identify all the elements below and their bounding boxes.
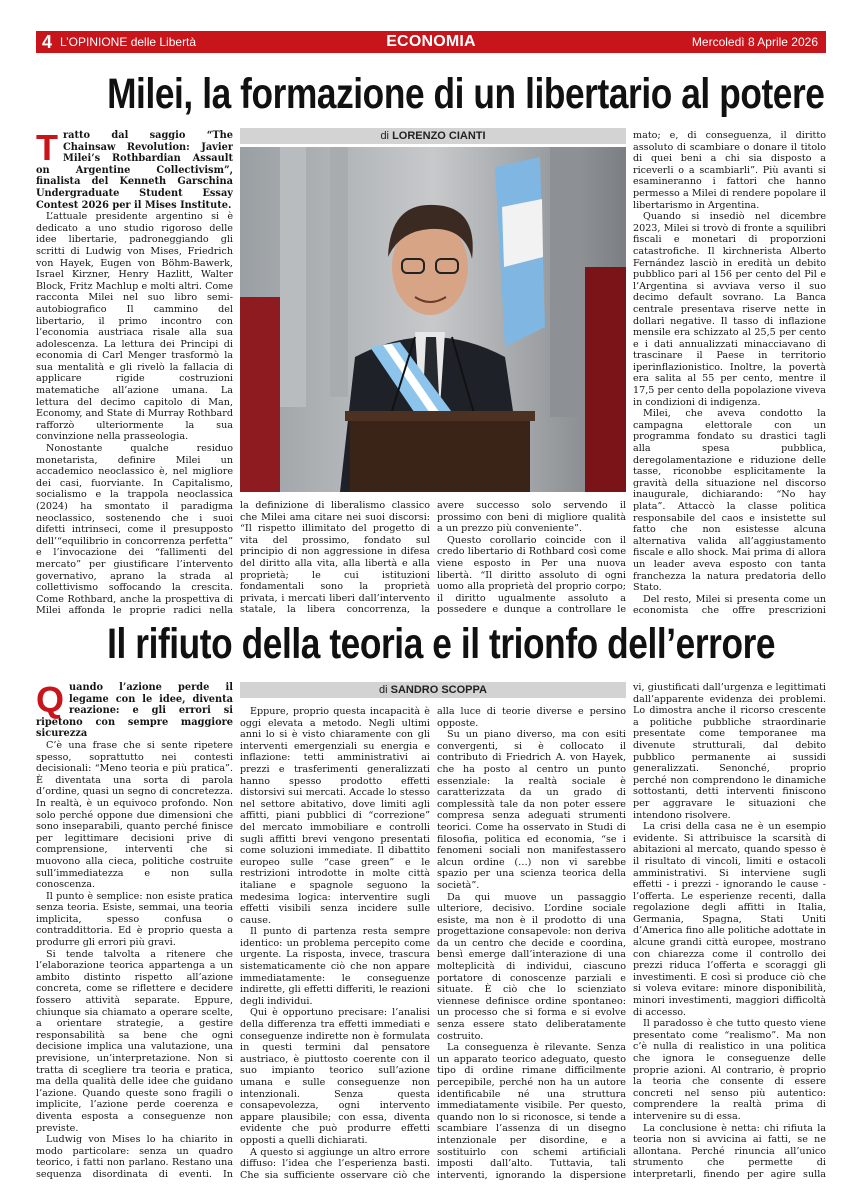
article2-column-3 [437,706,626,1182]
article2-paragraph: Qui è opportuno precisare: l’analisi della differenza tra effetti immediati e conseguenze indirette non è formulata in questi termini dal pensatore austriaco, è piuttosto coerente con il suo impianto teorico sull’azione umana e sulle conseguenze non intenzionali. Senza questa consapevolezza, ogni intervento appare plausibile; con essa, diventa evidente che può produrre effetti opposti a quelli dichiarati. [240,1007,430,1146]
article2-paragraph: La crisi della casa ne è un esempio evidente. Si attribuisce la scarsità di abitazioni al mercato, quando spesso è il risultato di vincoli, limiti e ostacoli amministrativi. Si interviene sugli effetti - i prezzi - ignorando le cause - l’offerta. Le esperienze recenti, dalla regolazione degli affitti in Italia, Germania, Spagna, Stati Uniti d’America fino alle politiche adottate in alcune grandi città europee, mostrano con chiarezza come il controllo dei prezzi riduca l’offerta e scoraggi gli investimenti. E così si produce ciò che si voleva evitare: minore disponibilità, minori investimenti, maggiori difficoltà di accesso. [633,821,826,1018]
article1-paragraph: Milei, che aveva condotto la campagna elettorale con un programma fondato su drastici tagli alla spesa pubblica, deregolamentazione e riduzione delle tasse, riconobbe esplicitamente la gravità della situazione nel discorso inaugurale, dichiarando: “No hay plata”. Attaccò la classe politica responsabile del caos e insistette sul fatto che non esistesse alcuna alternativa valida all’aggiustamento fiscale e allo shock. Mai prima di allora un leader aveva esposto con tanta franchezza la natura predatoria dello Stato. [633,408,826,594]
article2-column-1 [36,682,233,1182]
article2-lede-paragraph [36,682,233,740]
article2-paragraph: Ludwig von Mises lo ha chiarito in modo particolare: senza un quadro teorico, i fatti non parlano. Restano una sequenza disordinata di eventi. In [36,1134,233,1180]
article1-column-3 [437,500,626,616]
article2-paragraph: Si tende talvolta a ritenere che l’elaborazione teorica appartenga a un ambito distinto rispetto all’azione concreta, come se riflettere e decidere fossero attività separate. Eppure, chiunque sia chiamato a operare scelte, a orientare strategie, a gestire responsabilità sa bene che ogni decisione implica una valutazione, una previsione, un’interpretazione. Non si tratta di scegliere tra teoria e pratica, ma della qualità delle idee che guidano l’azione. Quando queste sono fragili o implicite, l’azione perde coerenza e diventa esposta a conseguenze non previste. [36,948,233,1134]
article2-paragraph: Il punto di partenza resta sempre identico: un problema percepito come urgente. La risposta, invece, trascura sistematicamente ciò che non appare immediatamente: le conseguenze indirette, gli effetti differiti, le reazioni degli individui. [240,926,430,1007]
article1-column-1 [36,130,233,616]
article1-column-2 [240,500,430,616]
page-header-bar [36,31,826,53]
article1-paragraph: L’attuale presidente argentino si è dedicato a uno studio rigoroso delle idee libertarie, padroneggiando gli scritti di Ludwig von Mises, Friedrich von Hayek, Eugen von Böhm-Bawerk, Israel Kirzner, Henry Hazlitt, Walter Block, Fritz Machlup e molti altri. Come racconta Milei nel suo libro semi-autobiografico Il cammino del libertario, il primo incontro con l’economia austriaca risale alla sua adolescenza. La lettura dei Principi di economia di Carl Menger trasformò la sua mentalità e gli rivelò la fallacia di applicare rigide costruzioni matematiche all’azione umana. La lettura del decimo capitolo di Man, Economy, and State di Murray Rothbard rafforzò ulteriormente la sua convinzione nella prasseologia. [36,211,233,443]
article1-lede-paragraph [36,130,233,211]
article2-dropcap: Q [36,682,65,720]
article1-paragraph: la definizione di liberalismo classico che Milei ama citare nei suoi discorsi: “Il rispetto illimitato del progetto di vita del prossimo, fondato sul principio di non aggressione in difesa del diritto alla vita, alla libertà e alla proprietà; le cui istituzioni fondamentali sono la proprietà privata, i mercati liberi dall’intervento statale, la libera concorrenza, la [240,500,430,616]
article2-paragraph: Eppure, proprio questa incapacità è oggi elevata a metodo. Negli ultimi anni lo si è visto chiaramente con gli interventi emergenziali su energia e inflazione: tetti amministrativi ai prezzi e trasferimenti generalizzati hanno spesso prodotto effetti distorsivi sui mercati. Accade lo stesso nel settore abitativo, dove limiti agli affitti, piani pubblici di “correzione” del mercato immobiliare e controlli sugli affitti brevi vengono presentati come soluzioni immediate. Il dibattito europeo sulle “case green” e le restrizioni introdotte in molte città italiane e spagnole seguono la medesima logica: interventire sugli effetti visibili senza incidere sulle cause. [240,706,430,926]
article1-dropcap: T [36,130,58,168]
article2-paragraph: alla luce di teorie diverse e persino opposte. [437,706,626,729]
article1-headline: Milei, la formazione di un libertario al potere [107,70,825,118]
article2-paragraph: Da qui muove un passaggio ulteriore, decisivo. L’ordine sociale esiste, ma non è il prodotto di una progettazione consapevole: non deriva da un centro che decide e coordina, bensì emerge dall’interazione di una molteplicità di individui, ciascuno portatore di conoscenze parziali e situate. È ciò che lo scienziato viennese definisce ordine spontaneo: un processo che si forma e si evolve senza essere stato deliberatamente costruito. [437,891,626,1042]
article2-paragraph: Su un piano diverso, ma con esiti convergenti, si è collocato il contributo di Friedrich A. von Hayek, che ha posto al centro un punto essenziale: la realtà sociale è caratterizzata da un grado di complessità tale da non poter essere compresa senza adeguati strumenti teorici. Come ha osservato in Studi di filosofia, politica ed economia, “se i fenomeni sociali non manifestassero alcun ordine (…) non vi sarebbe spazio per una scienza teorica della società”. [437,729,626,891]
article1-paragraph: Nonostante qualche residuo monetarista, definire Milei un accademico neoclassico è, nel migliore dei casi, fuorviante. In Capitalismo, socialismo e la trappola neoclassica (2024) ha smontato il paradigma neoclassico, sostenendo che i suoi difetti intrinseci, come il presupposto dell’“equilibrio in concorrenza perfetta” e l’invocazione dei “fallimenti del mercato” per giustificare l’intervento governativo, aprano la strada al collettivismo soffocando la crescita. Come Rothbard, anche la prospettiva di Milei affonda le proprie radici nella [36,443,233,616]
article1-paragraph: Quando si insediò nel dicembre 2023, Milei si trovò di fronte a squilibri fiscali e monetari di proporzioni catastrofiche. Il kirchnerista Alberto Fernández lasciò in eredità un debito pubblico pari al 156 per cento del Pil e l’Argentina si avviava verso il suo decimo default sovrano. La Banca centrale presentava riserve nette in dollari negative. Il tasso di inflazione mensile era schizzato al 25,5 per cento e i dati annualizzati minacciavano di trascinare il Paese in territorio iperinflazionistico. Inoltre, la povertà era salita al 55 per cento, mentre il 17,5 per cento della popolazione viveva in condizioni di indigenza. [633,211,826,408]
article1-author: LORENZO CIANTI [392,130,486,142]
issue-date: Mercoledì 8 Aprile 2026 [691,35,818,49]
article1-byline [240,128,626,144]
article1-paragraph: avere successo solo servendo il prossimo con beni di migliore qualità a un prezzo più conveniente”. [437,500,626,535]
article2-column-2 [240,706,430,1182]
milei-photo-illustration [240,147,626,492]
article1-paragraph: mato; e, di conseguenza, il diritto assoluto di scambiare o donare il titolo di quei beni a chi sia disposto a riceverli o a scambiarli”. Più avanti si esamineranno i fattori che hanno permesso a Milei di rendere popolare il libertarismo in Argentina. [633,130,826,211]
article1-lede: ratto dal saggio “The Chainsaw Revolution: Javier Milei’s Rothbardian Assault on Argentine Collectivism”, finalista del Kenneth Garschina Undergraduate Student Essay Contest 2026 per il Mises Institute. [36,130,233,211]
article1-paragraph: Del resto, Milei si presenta come un economista che offre prescrizioni [633,593,826,616]
newspaper-name: L’OPINIONE delle Libertà [60,35,197,49]
article1-column-4 [633,130,826,616]
article2-paragraph: Il paradosso è che tutto questo viene presentato come “realismo”. Ma non c’è nulla di realistico in una politica che ignora le conseguenze delle proprie azioni. Al contrario, è proprio la teoria che consente di essere concreti nel senso più autentico: comprendere la realtà prima di intervenire su di essa. [633,1018,826,1122]
article2-paragraph: C’è una frase che si sente ripetere spesso, soprattutto nei contesti decisionali: “Meno teoria e più pratica”. È diventata una sorta di parola d’ordine, quasi un segno di concretezza. In realtà, è un equivoco profondo. Non solo perché oppone due dimensioni che sono inseparabili, quanto perché finisce per legittimare decisioni prive di comprensione, interventi che si muovono alla cieca, politiche costruite sull’immediatezza e non sulla conoscenza. [36,739,233,891]
article2-lede: uando l’azione perde il legame con le idee, diventa reazione: e gli errori si ripetono con sempre maggiore sicurezza [36,682,233,740]
article2-byline-prefix: di [379,684,388,696]
article2-byline [240,682,626,698]
article2-author: SANDRO SCOPPA [390,684,487,696]
page-number: 4 [42,32,53,52]
article2-headline: Il rifiuto della teoria e il trionfo dell’errore [107,620,776,668]
section-title: ECONOMIA [386,33,476,50]
article2-paragraph: La conclusione è netta: chi rifiuta la teoria non si avvicina ai fatti, se ne allontana. Perché rinuncia all’unico strumento che permette di interpretarli, finendo per agire sulla [633,1122,826,1180]
article2-paragraph: Il punto è semplice: non esiste pratica senza teoria. Esiste, semmai, una teoria implicita, spesso confusa o contraddittoria. Ed è proprio questa a produrre gli errori più gravi. [36,890,233,949]
article2-column-4 [633,682,826,1182]
article2-paragraph: La conseguenza è rilevante. Senza un apparato teorico adeguato, questo tipo di ordine rimane difficilmente percepibile, perché non ha un autore identificabile né una struttura immediatamente visibile. Per questo, quando non lo si riconosce, si tende a scambiare l’assenza di un disegno intenzionale per disordine, e a sostituirlo con schemi artificiali imposti dall’alto. Tuttavia, tali interventi, ignorando la dispersione [437,1042,626,1181]
article2-paragraph: A questo si aggiunge un altro errore diffuso: l’idea che l’esperienza basti. Che sia sufficiente osservare ciò che [240,1146,430,1181]
article1-byline-prefix: di [380,130,389,142]
article1-photo [240,147,626,492]
article1-paragraph: Questo corollario coincide con il credo libertario di Rothbard così come viene esposto in Per una nuova libertà. “Il diritto assoluto di ogni uomo alla proprietà del proprio corpo; il diritto ugualmente assoluto a possedere e dunque a controllare le [437,534,626,616]
article2-paragraph: vi, giustificati dall’urgenza e legittimati dall’apparente evidenza dei problemi. Lo dimostra anche il ricorso crescente a politiche pubbliche straordinarie presentate come temporanee ma divenute strutturali, dal debito pubblico permanente ai sussidi generalizzati. Senonché, proprio perché non comprendono le dinamiche sottostanti, detti interventi finiscono per aggravare le situazioni che intendono risolvere. [633,682,826,821]
